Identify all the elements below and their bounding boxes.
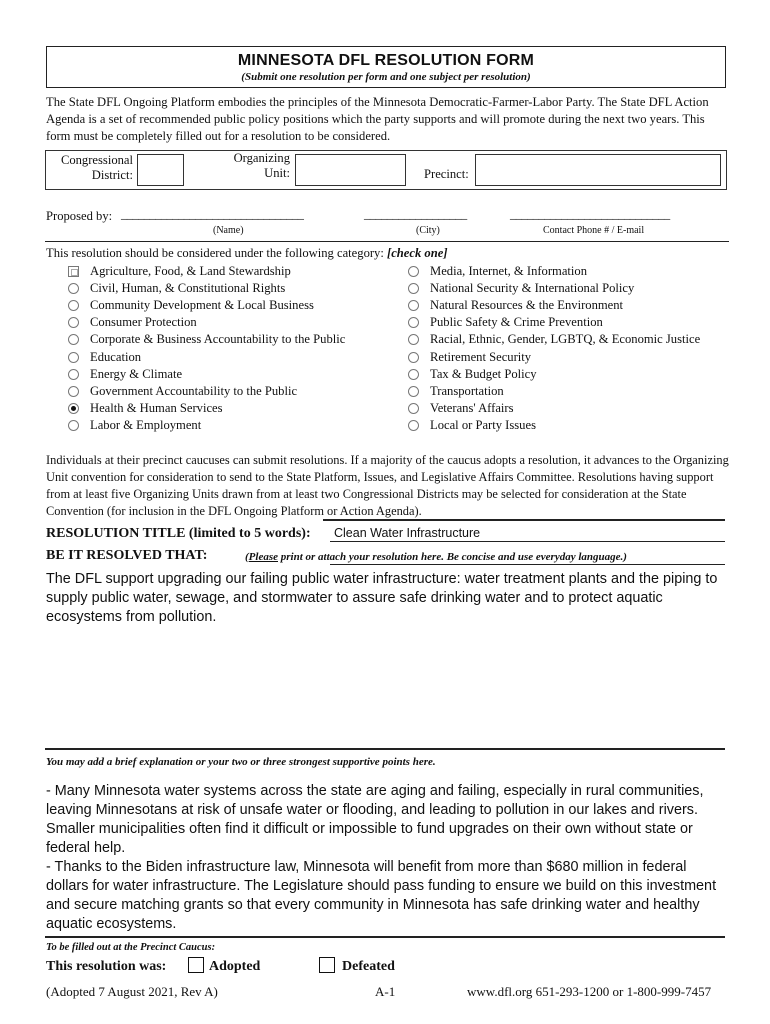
radio-icon[interactable]: [68, 334, 79, 345]
category-option-label: Agriculture, Food, & Land Stewardship: [90, 264, 291, 278]
city-line[interactable]: __________________: [364, 207, 467, 221]
radio-icon[interactable]: [408, 420, 419, 431]
adopted-checkbox[interactable]: [188, 957, 204, 973]
radio-icon[interactable]: [68, 386, 79, 397]
explanation-prompt: You may add a brief explanation or your two or three strongest supportive points here.: [46, 756, 436, 768]
category-option-label: Education: [90, 349, 142, 364]
proposed-by-label: Proposed by:: [46, 209, 113, 223]
radio-icon[interactable]: [408, 352, 419, 363]
category-option-label: Public Safety & Crime Prevention: [430, 315, 603, 330]
divider: [323, 519, 725, 521]
name-line[interactable]: ________________________________: [121, 207, 304, 221]
radio-icon[interactable]: [408, 386, 419, 397]
category-prompt: This resolution should be considered under the following category: [check one]: [46, 246, 448, 260]
radio-icon[interactable]: [68, 369, 79, 380]
radio-icon[interactable]: [408, 300, 419, 311]
form-title: MINNESOTA DFL RESOLUTION FORM: [237, 52, 535, 69]
defeated-label: Defeated: [342, 959, 395, 974]
divider: [45, 936, 725, 938]
category-option-label: Civil, Human, & Constitutional Rights: [90, 281, 286, 296]
resolved-instruction: (Please print or attach your resolution here. Be concise and use everyday language.): [245, 551, 627, 563]
category-option-label: Natural Resources & the Environment: [430, 298, 624, 313]
page-number: A-1: [375, 984, 396, 999]
category-option-label: Labor & Employment: [90, 417, 202, 432]
resolution-title-label: RESOLUTION TITLE (limited to 5 words):: [46, 526, 311, 541]
explanation-text[interactable]: [46, 782, 726, 934]
process-paragraph: Individuals at their precinct caucuses can submit resolutions. If a majority of the caucus adopts a resolution, it advances to the Organizing Unit convention for consideration to send to the State Platform, Issues, and Legislative Affairs Committee. Resolutions having support from at least five Organizing Units drawn from at least two Congressional Districts may be selected for consideration at the State Convention (for inclusion in the DFL Ongoing Platform or Action Agenda).: [46, 453, 729, 518]
precinct-label: Precinct:: [424, 167, 469, 181]
contact-caption: Contact Phone # / E-mail: [543, 225, 645, 236]
category-option-label: Community Development & Local Business: [90, 298, 314, 313]
category-option-label: Veterans' Affairs: [430, 400, 514, 415]
form-version: (Adopted 7 August 2021, Rev A): [46, 984, 218, 999]
organizing-unit-label: Organizing Unit:: [233, 151, 290, 180]
category-option-label: Tax & Budget Policy: [430, 366, 537, 381]
caucus-note: To be filled out at the Precinct Caucus:: [46, 942, 216, 953]
organization-box: [45, 150, 727, 190]
form-subtitle: (Submit one resolution per form and one subject per resolution): [241, 71, 531, 83]
category-option-label: Consumer Protection: [90, 315, 197, 330]
category-list-right: [408, 263, 738, 435]
radio-icon[interactable]: [68, 420, 79, 431]
divider: [45, 748, 725, 750]
radio-icon[interactable]: [408, 283, 419, 294]
organizing-unit-field[interactable]: [295, 154, 406, 186]
radio-icon[interactable]: [408, 403, 419, 414]
contact-line[interactable]: ____________________________: [510, 207, 670, 221]
category-option-label: Racial, Ethnic, Gender, LGBTQ, & Economic Justice: [430, 332, 701, 347]
title-underline: [330, 541, 725, 542]
radio-icon[interactable]: [68, 283, 79, 294]
category-list-left: [68, 263, 398, 435]
category-option-label: Transportation: [430, 383, 504, 398]
category-option-label: Health & Human Services: [90, 400, 223, 415]
category-option-label: Corporate & Business Accountability to the Public: [90, 332, 346, 347]
radio-selected-icon[interactable]: [68, 403, 79, 414]
radio-icon[interactable]: [408, 266, 419, 277]
category-option-label: Media, Internet, & Information: [430, 264, 588, 278]
congressional-district-label: Congressional District:: [60, 153, 133, 182]
radio-icon[interactable]: [408, 334, 419, 345]
intro-paragraph: The State DFL Ongoing Platform embodies the principles of the Minnesota Democratic-Farmer-Labor Party. The State DFL Action Agenda is a set of recommended public policy positions which the party supports and will promote during the next two years. This form must be completely filled out for a resolution to be considered.: [46, 95, 709, 143]
category-option-label: Government Accountability to the Public: [90, 383, 298, 398]
radio-icon[interactable]: [68, 352, 79, 363]
radio-icon[interactable]: [68, 317, 79, 328]
resolution-was-label: This resolution was:: [46, 959, 167, 974]
name-caption: (Name): [213, 225, 244, 236]
radio-icon[interactable]: [408, 317, 419, 328]
explanation-point: - Thanks to the Biden infrastructure law, Minnesota will benefit from more than $680 million in federal dollars for water infrastructure. The Legislature should pass funding to ensure we build on this investment and secure matching grants so that every community in Minnesota has safe drinking water and healthy aquatic ecosystems.: [46, 859, 717, 932]
adopted-label: Adopted: [209, 959, 261, 974]
explanation-point: - Many Minnesota water systems across the state are aging and failing, especially in rural communities, leaving Minnesotans at risk of unsafe water or flooding, and leading to pollution in our lakes and rivers. Smaller municipalities often find it difficult or impossible to fund upgrades on their own without state or federal help.: [46, 783, 704, 856]
radio-icon[interactable]: [68, 300, 79, 311]
resolution-text[interactable]: The DFL support upgrading our failing public water infrastructure: water treatment plants and the piping to supply public water, sewage, and stormwater to assure safe drinking water and to protect aquatic ecosystems from pollution.: [46, 571, 718, 625]
resolved-label: BE IT RESOLVED THAT:: [46, 548, 208, 563]
resolved-underline: [330, 564, 725, 565]
resolution-title-value[interactable]: Clean Water Infrastructure: [334, 526, 481, 540]
congressional-district-field[interactable]: [137, 154, 184, 186]
form-title-box: [46, 46, 726, 88]
footer-contact: www.dfl.org 651-293-1200 or 1-800-999-7457: [467, 984, 712, 999]
category-option-label: National Security & International Policy: [430, 281, 635, 296]
city-caption: (City): [416, 225, 440, 236]
category-option-label: Retirement Security: [430, 349, 532, 364]
radio-icon[interactable]: [408, 369, 419, 380]
checkbox-icon[interactable]: [68, 266, 79, 277]
defeated-checkbox[interactable]: [319, 957, 335, 973]
category-option-label: Local or Party Issues: [430, 417, 536, 432]
divider: [45, 241, 729, 242]
category-option-label: Energy & Climate: [90, 366, 183, 381]
precinct-field[interactable]: [475, 154, 721, 186]
